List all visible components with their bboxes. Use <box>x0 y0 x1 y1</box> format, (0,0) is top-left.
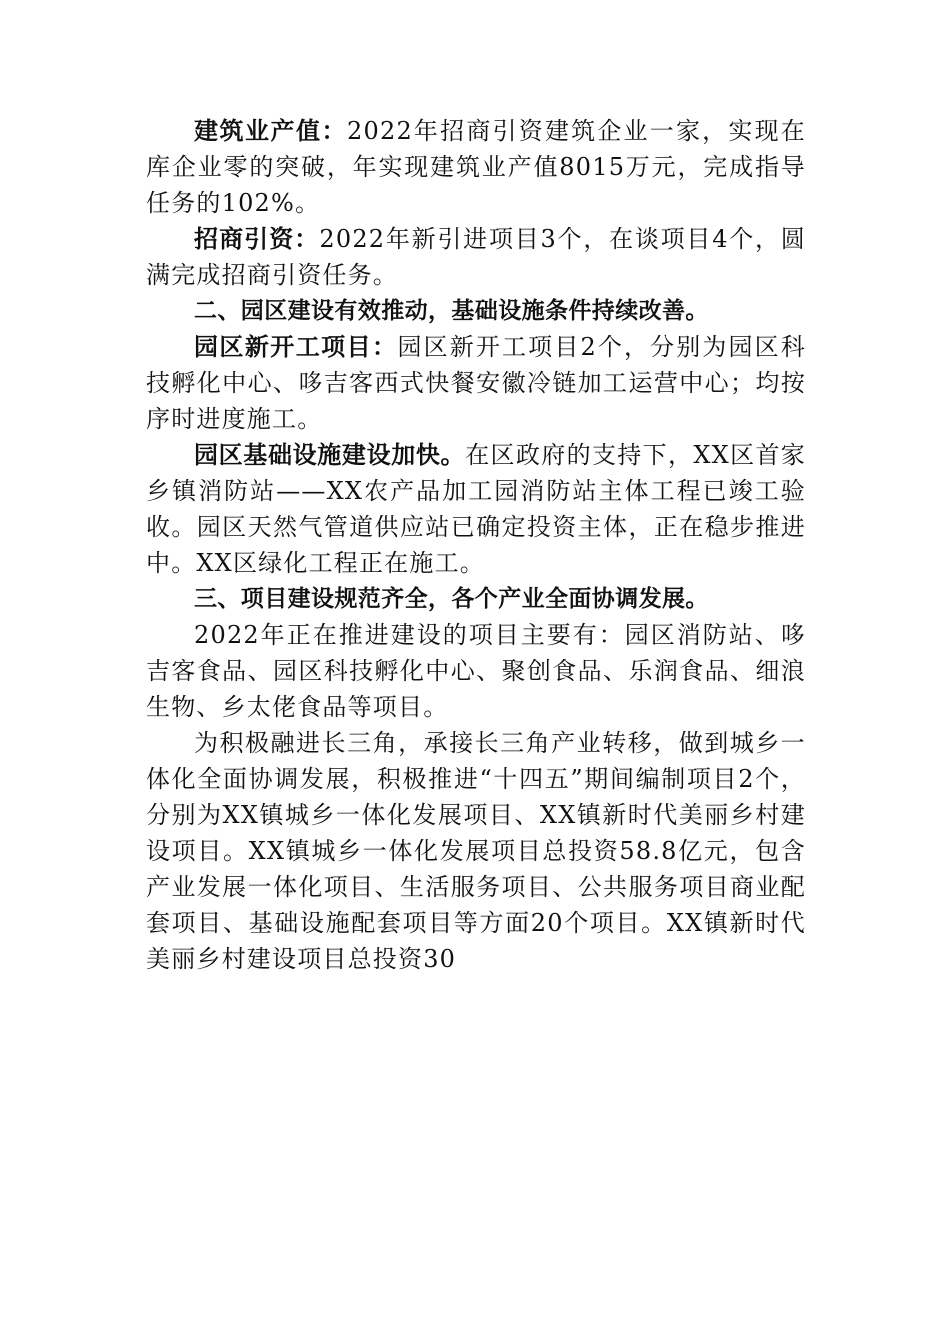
paragraph-lead: 建筑业产值： <box>194 117 348 145</box>
paragraph-text: 在区政府的支持下，XX区首家乡镇消防站——XX农产品加工园消防站主体工程已竣工验收。园区天然气管道供应站已确定投资主体，正在稳步推进中。XX区绿化工程正在施工。 <box>146 441 806 577</box>
paragraph-lead: 园区基础设施建设加快。 <box>194 441 466 469</box>
paragraph-lead: 园区新开工项目： <box>194 333 398 361</box>
paragraph-integration-plan: 为积极融进长三角，承接长三角产业转移，做到城乡一体化全面协调发展，积极推进“十四五”期间编制项目2个，分别为XX镇城乡一体化发展项目、XX镇新时代美丽乡村建设项目。XX镇城乡一体化发展项目总投资58.8亿元，包含产业发展一体化项目、生活服务项目、公共服务项目商业配套项目、基础设施配套项目等方面20个项目。XX镇新时代美丽乡村建设项目总投资30 <box>146 729 806 973</box>
section-heading-park-construction: 二、园区建设有效推动，基础设施条件持续改善。 <box>194 298 709 324</box>
paragraph-ongoing-projects: 2022年正在推进建设的项目主要有：园区消防站、哆吉客食品、园区科技孵化中心、聚创食品、乐润食品、细浪生物、乡太佬食品等项目。 <box>146 621 806 721</box>
paragraph-text: 园区新开工项目2个，分别为园区科技孵化中心、哆吉客西式快餐安徽冷链加工运营中心；均按序时进度施工。 <box>146 333 807 433</box>
document-body <box>146 113 806 977</box>
section-heading-project-development: 三、项目建设规范齐全，各个产业全面协调发展。 <box>194 586 709 612</box>
paragraph-investment-attraction <box>146 221 806 293</box>
paragraph-lead: 招商引资： <box>194 225 320 253</box>
paragraph-infrastructure <box>146 437 806 581</box>
paragraph-text: 2022年新引进项目3个，在谈项目4个，圆满完成招商引资任务。 <box>146 225 806 289</box>
paragraph-new-projects <box>146 329 806 437</box>
paragraph-text: 2022年招商引资建筑企业一家，实现在库企业零的突破，年实现建筑业产值8015万元，完成指导任务的102%。 <box>146 117 806 217</box>
paragraph-construction-output <box>146 113 806 221</box>
